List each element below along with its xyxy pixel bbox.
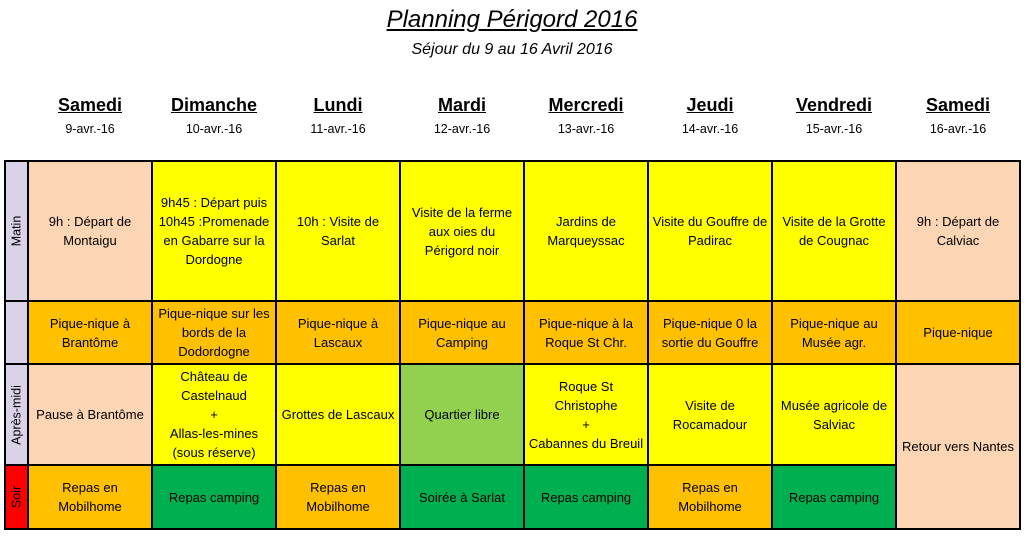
cell-matin-samedi-2: 9h : Départ de Calviac bbox=[896, 161, 1020, 301]
cell-apresmidi-jeudi: Visite de Rocamadour bbox=[648, 364, 772, 465]
day-name: Samedi bbox=[57, 95, 123, 115]
schedule-table bbox=[4, 160, 1021, 530]
cell-midi-samedi-2: Pique-nique bbox=[896, 301, 1020, 364]
cell-midi-jeudi: Pique-nique 0 la sortie du Gouffre bbox=[648, 301, 772, 364]
row-label-matin bbox=[5, 161, 28, 301]
cell-midi-vendredi: Pique-nique au Musée agr. bbox=[772, 301, 896, 364]
day-date: 9-avr.-16 bbox=[65, 122, 115, 136]
cell-midi-dimanche: Pique-nique sur les bords de la Dodordogne bbox=[152, 301, 276, 364]
row-matin bbox=[5, 161, 1020, 301]
row-soir bbox=[5, 465, 1020, 529]
cell-matin-vendredi: Visite de la Grotte de Cougnac bbox=[772, 161, 896, 301]
day-date: 13-avr.-16 bbox=[557, 122, 615, 136]
day-header-vendredi bbox=[772, 95, 896, 136]
day-date: 12-avr.-16 bbox=[433, 122, 491, 136]
cell-soir-mardi: Soirée à Sarlat bbox=[400, 465, 524, 529]
cell-matin-mardi: Visite de la ferme aux oies du Périgord noir bbox=[400, 161, 524, 301]
cell-apresmidi-samedi: Pause à Brantôme bbox=[28, 364, 152, 465]
day-date: 10-avr.-16 bbox=[185, 122, 243, 136]
day-name: Dimanche bbox=[170, 95, 258, 115]
cell-matin-mercredi: Jardins de Marqueyssac bbox=[524, 161, 648, 301]
cell-apresmidi-dimanche bbox=[152, 364, 276, 465]
cell-soir-samedi: Repas en Mobilhome bbox=[28, 465, 152, 529]
cell-apresmidi-mardi: Quartier libre bbox=[400, 364, 524, 465]
cell-apresmidi-mercredi bbox=[524, 364, 648, 465]
cell-soir-vendredi: Repas camping bbox=[772, 465, 896, 529]
row-label-text: Matin bbox=[9, 215, 23, 247]
day-name: Mercredi bbox=[548, 95, 624, 115]
cell-midi-mardi: Pique-nique au Camping bbox=[400, 301, 524, 364]
cell-line: Allas-les-mines (sous réserve) bbox=[169, 426, 259, 460]
cell-line: Roque St Christophe bbox=[554, 378, 618, 413]
day-date: 15-avr.-16 bbox=[805, 122, 863, 136]
cell-matin-lundi: 10h : Visite de Sarlat bbox=[276, 161, 400, 301]
day-name: Jeudi bbox=[686, 95, 734, 115]
day-header-dimanche bbox=[152, 95, 276, 136]
cell-midi-lundi: Pique-nique à Lascaux bbox=[276, 301, 400, 364]
day-header-samedi-2 bbox=[896, 95, 1020, 136]
day-date: 11-avr.-16 bbox=[310, 122, 366, 136]
cell-matin-jeudi: Visite du Gouffre de Padirac bbox=[648, 161, 772, 301]
cell-matin-samedi: 9h : Départ de Montaigu bbox=[28, 161, 152, 301]
cell-line: + bbox=[210, 407, 218, 422]
cell-soir-mercredi: Repas camping bbox=[524, 465, 648, 529]
cell-midi-mercredi: Pique-nique à la Roque St Chr. bbox=[524, 301, 648, 364]
page-subtitle: Séjour du 9 au 16 Avril 2016 bbox=[411, 41, 613, 58]
row-label-text: Après-midi bbox=[9, 384, 23, 445]
cell-line: Cabannes du Breuil bbox=[528, 435, 644, 451]
row-midi bbox=[5, 301, 1020, 364]
day-name: Mardi bbox=[437, 95, 486, 115]
page-title: Planning Périgord 2016 bbox=[386, 6, 638, 33]
row-label-soir bbox=[5, 465, 28, 529]
cell-soir-lundi: Repas en Mobilhome bbox=[276, 465, 400, 529]
cell-line: Château de Castelnaud bbox=[180, 369, 248, 403]
day-header-samedi-1 bbox=[28, 95, 152, 136]
cell-apresmidi-lundi: Grottes de Lascaux bbox=[276, 364, 400, 465]
row-label-midi bbox=[5, 301, 28, 364]
cell-line: + bbox=[582, 416, 590, 432]
day-header-jeudi bbox=[648, 95, 772, 136]
day-date: 14-avr.-16 bbox=[681, 122, 739, 136]
day-header-mercredi bbox=[524, 95, 648, 136]
day-date: 16-avr.-16 bbox=[929, 122, 987, 136]
cell-retour-nantes: Retour vers Nantes bbox=[896, 364, 1020, 529]
cell-apresmidi-vendredi: Musée agricole de Salviac bbox=[772, 364, 896, 465]
cell-soir-dimanche: Repas camping bbox=[152, 465, 276, 529]
row-apresmidi bbox=[5, 364, 1020, 465]
cell-soir-jeudi: Repas en Mobilhome bbox=[648, 465, 772, 529]
day-name: Samedi bbox=[925, 95, 991, 115]
row-label-apresmidi bbox=[5, 364, 28, 465]
day-name: Lundi bbox=[313, 95, 363, 115]
day-header-mardi bbox=[400, 95, 524, 136]
cell-matin-dimanche: 9h45 : Départ puis 10h45 :Promenade en Gabarre sur la Dordogne bbox=[152, 161, 276, 301]
day-name: Vendredi bbox=[795, 95, 873, 115]
row-label-text: Soir bbox=[9, 485, 23, 509]
cell-midi-samedi: Pique-nique à Brantôme bbox=[28, 301, 152, 364]
day-header-lundi bbox=[276, 95, 400, 136]
